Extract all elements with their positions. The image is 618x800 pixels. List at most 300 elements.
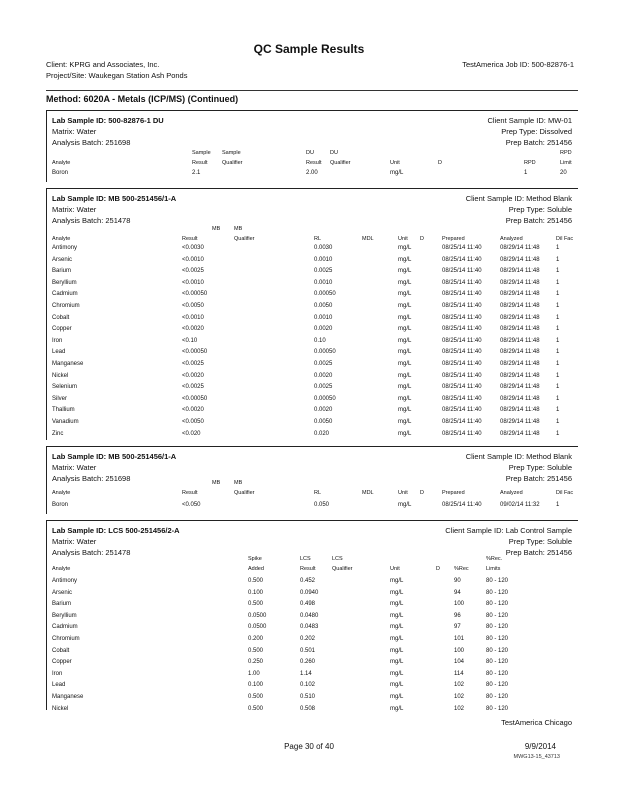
table-cell: <0.0025 xyxy=(182,268,204,275)
column-header: Unit xyxy=(390,160,400,166)
table-cell: 1 xyxy=(556,303,560,309)
table-cell: 102 xyxy=(454,682,465,689)
analyte-cell: Nickel xyxy=(52,705,69,712)
analyte-cell: Barium xyxy=(52,268,72,275)
table-cell: 0.10 xyxy=(314,337,326,344)
table-cell: 80 - 120 xyxy=(486,636,509,642)
section-border xyxy=(46,188,47,440)
table-cell: mg/L xyxy=(390,601,404,608)
analyte-cell: Copper xyxy=(52,659,72,666)
table-cell: mg/L xyxy=(398,303,412,309)
table-cell: 0.0500 xyxy=(248,612,267,619)
column-header-top: MB xyxy=(212,226,221,232)
table-cell: mg/L xyxy=(390,636,404,642)
analyte-cell: Antimony xyxy=(52,578,78,584)
analyte-cell: Thallium xyxy=(52,407,75,414)
table-cell: 80 - 120 xyxy=(486,612,509,619)
analyte-cell: Manganese xyxy=(52,694,84,700)
table-cell: 0.0010 xyxy=(314,256,333,263)
table-cell: 0.200 xyxy=(248,636,264,642)
column-header: Added xyxy=(248,566,264,572)
column-header-top: Spike xyxy=(248,556,262,562)
table-cell: 0.0020 xyxy=(314,326,333,333)
table-row xyxy=(52,373,574,384)
table-cell: mg/L xyxy=(398,361,412,367)
table-cell: 08/25/14 11:40 xyxy=(442,419,482,425)
table-cell: 08/29/14 11:48 xyxy=(500,314,540,321)
page-title: QC Sample Results xyxy=(253,42,365,56)
column-header-top: DU xyxy=(330,150,338,156)
table-row xyxy=(52,170,574,181)
column-header: Unit xyxy=(398,490,408,496)
table-row xyxy=(52,636,574,647)
table-cell: 0.0025 xyxy=(314,268,333,275)
table-cell: 08/25/14 11:40 xyxy=(442,326,482,333)
table-cell: 08/25/14 11:40 xyxy=(442,314,482,321)
table-row xyxy=(52,257,574,268)
table-cell: mg/L xyxy=(398,291,412,298)
table-cell: 1 xyxy=(556,279,560,286)
header-divider xyxy=(46,90,578,91)
table-cell: 1 xyxy=(524,170,528,176)
table-cell: 08/29/14 11:48 xyxy=(500,279,540,286)
lab-sample-id: Lab Sample ID: MB 500-251456/1-A xyxy=(52,452,177,461)
prep-type: Prep Type: Soluble xyxy=(508,537,572,546)
column-header: RPD xyxy=(524,160,536,166)
column-header: Analyte xyxy=(52,160,71,166)
column-header-top: LCS xyxy=(300,556,311,562)
table-cell: <0.0020 xyxy=(182,372,204,379)
section-border xyxy=(46,446,47,514)
table-cell: mg/L xyxy=(398,430,412,437)
table-cell: 102 xyxy=(454,705,465,712)
table-cell: mg/L xyxy=(398,502,412,508)
table-cell: <0.0020 xyxy=(182,407,204,414)
column-header-top: %Rec. xyxy=(486,556,503,562)
column-header-top: DU xyxy=(306,150,314,156)
analyte-cell: Chromium xyxy=(52,303,80,309)
method-title: Method: 6020A - Metals (ICP/MS) (Continued) xyxy=(46,94,239,104)
analyte-cell: Nickel xyxy=(52,372,69,379)
table-cell: 80 - 120 xyxy=(486,589,509,596)
table-cell: mg/L xyxy=(390,682,404,689)
table-cell: 1 xyxy=(556,502,560,508)
table-row xyxy=(52,315,574,326)
table-cell: mg/L xyxy=(398,326,412,333)
column-header: Result xyxy=(306,160,322,166)
table-cell: 1 xyxy=(556,384,560,391)
table-cell: mg/L xyxy=(390,170,404,176)
table-cell: 96 xyxy=(454,612,461,619)
table-cell: 0.500 xyxy=(248,647,264,654)
table-row xyxy=(52,502,574,513)
prep-type: Prep Type: Soluble xyxy=(508,463,572,472)
table-cell: 2.00 xyxy=(306,170,318,176)
table-cell: 1 xyxy=(556,291,560,298)
analyte-cell: Lead xyxy=(52,682,66,689)
column-header: %Rec xyxy=(454,566,469,572)
column-header: D xyxy=(420,236,424,242)
column-header-top: Sample xyxy=(222,150,241,156)
table-cell: mg/L xyxy=(390,589,404,596)
section-divider xyxy=(46,520,578,521)
table-cell: 1 xyxy=(556,268,560,275)
column-header-top: LCS xyxy=(332,556,343,562)
table-cell: 0.00050 xyxy=(314,349,336,356)
table-cell: 100 xyxy=(454,601,465,608)
column-header: Analyte xyxy=(52,566,71,572)
table-cell: 80 - 120 xyxy=(486,705,509,712)
prep-batch: Prep Batch: 251456 xyxy=(505,474,572,483)
analyte-cell: Beryllium xyxy=(52,612,77,619)
table-cell: 97 xyxy=(454,624,461,631)
table-cell: <0.0020 xyxy=(182,326,204,333)
table-cell: <0.0030 xyxy=(182,245,204,251)
lab-sample-id: Lab Sample ID: MB 500-251456/1-A xyxy=(52,194,177,203)
table-cell: 08/29/14 11:48 xyxy=(500,407,540,414)
analyte-cell: Cadmium xyxy=(52,291,78,298)
table-cell: 08/29/14 11:48 xyxy=(500,384,540,391)
column-header: Result xyxy=(182,490,198,496)
table-row xyxy=(52,407,574,418)
table-cell: 0.0050 xyxy=(314,419,333,425)
table-cell: mg/L xyxy=(390,624,404,631)
section-divider xyxy=(46,446,578,447)
table-cell: 08/25/14 11:40 xyxy=(442,372,482,379)
table-cell: 0.0940 xyxy=(300,589,319,596)
table-cell: 08/29/14 11:48 xyxy=(500,256,540,263)
column-header: Analyzed xyxy=(500,236,523,242)
table-cell: 114 xyxy=(454,670,464,677)
table-row xyxy=(52,419,574,430)
table-row xyxy=(52,349,574,360)
table-cell: 08/25/14 11:40 xyxy=(442,384,482,391)
table-cell: 104 xyxy=(454,659,465,666)
analysis-batch: Analysis Batch: 251698 xyxy=(52,474,131,483)
matrix: Matrix: Water xyxy=(52,463,97,472)
document-id: MWG13-15_43713 xyxy=(513,754,560,760)
table-cell: 09/02/14 11:32 xyxy=(500,502,540,508)
table-cell: <0.050 xyxy=(182,502,201,508)
table-cell: 08/29/14 11:48 xyxy=(500,372,540,379)
table-cell: 0.0480 xyxy=(300,612,319,619)
table-cell: 0.102 xyxy=(300,682,316,689)
table-cell: <0.0010 xyxy=(182,256,204,263)
table-row xyxy=(52,659,574,670)
analysis-batch: Analysis Batch: 251478 xyxy=(52,548,131,557)
column-header: Limit xyxy=(560,160,572,166)
table-cell: 0.498 xyxy=(300,601,316,608)
table-row xyxy=(52,601,574,612)
prep-batch: Prep Batch: 251456 xyxy=(505,138,572,147)
table-cell: <0.020 xyxy=(182,430,201,437)
table-cell: 1 xyxy=(556,337,560,344)
table-row xyxy=(52,280,574,291)
table-cell: 1.14 xyxy=(300,670,312,677)
table-cell: 80 - 120 xyxy=(486,682,509,689)
analyte-cell: Zinc xyxy=(52,430,64,437)
table-row xyxy=(52,303,574,314)
table-cell: 08/25/14 11:40 xyxy=(442,337,482,344)
table-cell: mg/L xyxy=(398,314,412,321)
table-cell: mg/L xyxy=(390,578,404,584)
column-header: Qualifier xyxy=(222,160,243,166)
table-cell: 08/29/14 11:48 xyxy=(500,245,540,251)
column-header: Unit xyxy=(390,566,400,572)
table-cell: 0.0020 xyxy=(314,407,333,414)
client-sample-id: Client Sample ID: Method Blank xyxy=(465,452,572,461)
table-cell: 0.0483 xyxy=(300,624,319,631)
table-cell: <0.0050 xyxy=(182,303,204,309)
table-cell: 0.020 xyxy=(314,430,330,437)
table-cell: mg/L xyxy=(390,670,404,677)
column-header: RL xyxy=(314,490,322,496)
table-cell: 0.0010 xyxy=(314,314,333,321)
table-cell: 2.1 xyxy=(192,170,201,176)
table-cell: 0.500 xyxy=(248,601,264,608)
column-header: Limits xyxy=(486,566,501,572)
table-row xyxy=(52,613,574,624)
analyte-cell: Selenium xyxy=(52,384,78,391)
table-cell: mg/L xyxy=(398,407,412,414)
table-row xyxy=(52,590,574,601)
table-cell: 08/29/14 11:48 xyxy=(500,395,540,402)
table-row xyxy=(52,268,574,279)
table-row xyxy=(52,384,574,395)
job-id: TestAmerica Job ID: 500-82876-1 xyxy=(462,60,574,69)
analyte-cell: Copper xyxy=(52,326,72,333)
table-row xyxy=(52,361,574,372)
column-header: Result xyxy=(300,566,316,572)
company-name: TestAmerica Chicago xyxy=(501,718,572,727)
table-cell: mg/L xyxy=(398,384,412,391)
table-cell: mg/L xyxy=(398,395,412,402)
table-cell: 80 - 120 xyxy=(486,659,509,666)
lab-sample-id: Lab Sample ID: LCS 500-251456/2-A xyxy=(52,526,180,535)
table-cell: 08/29/14 11:48 xyxy=(500,303,540,309)
table-cell: 80 - 120 xyxy=(486,670,509,677)
table-cell: 0.0025 xyxy=(314,384,333,391)
matrix: Matrix: Water xyxy=(52,127,97,136)
report-date: 9/9/2014 xyxy=(524,742,556,751)
table-cell: 08/25/14 11:40 xyxy=(442,361,482,367)
analyte-cell: Vanadium xyxy=(52,419,79,425)
prep-batch: Prep Batch: 251456 xyxy=(505,216,572,225)
analyte-cell: Antimony xyxy=(52,245,78,251)
column-header: Dil Fac xyxy=(556,236,574,242)
matrix: Matrix: Water xyxy=(52,205,97,214)
table-cell: 0.100 xyxy=(248,682,264,689)
table-cell: 0.0010 xyxy=(314,279,333,286)
column-header: Prepared xyxy=(442,490,465,496)
analyte-cell: Barium xyxy=(52,601,72,608)
table-cell: 1 xyxy=(556,256,560,263)
table-cell: mg/L xyxy=(390,705,404,712)
table-cell: 90 xyxy=(454,578,461,584)
table-cell: <0.0010 xyxy=(182,314,204,321)
client-sample-id: Client Sample ID: Lab Control Sample xyxy=(445,526,572,535)
table-cell: 80 - 120 xyxy=(486,647,509,654)
table-cell: 08/29/14 11:48 xyxy=(500,419,540,425)
table-row xyxy=(52,694,574,705)
column-header: Qualifier xyxy=(234,490,255,496)
table-row xyxy=(52,648,574,659)
matrix: Matrix: Water xyxy=(52,537,97,546)
table-cell: mg/L xyxy=(390,647,404,654)
table-cell: 1.00 xyxy=(248,670,260,677)
column-header: Prepared xyxy=(442,236,465,242)
table-cell: 08/29/14 11:48 xyxy=(500,291,540,298)
table-cell: 08/29/14 11:48 xyxy=(500,430,540,437)
analyte-cell: Beryllium xyxy=(52,279,77,286)
table-cell: 80 - 120 xyxy=(486,624,509,631)
table-cell: 1 xyxy=(556,419,560,425)
analyte-cell: Iron xyxy=(52,670,63,677)
table-cell: 0.500 xyxy=(248,705,264,712)
column-header-top: Sample xyxy=(192,150,211,156)
table-cell: 0.0050 xyxy=(314,303,333,309)
table-cell: <0.0010 xyxy=(182,279,204,286)
column-header: RL xyxy=(314,236,322,242)
table-cell: 0.100 xyxy=(248,589,264,596)
column-header: D xyxy=(438,160,442,166)
table-cell: mg/L xyxy=(390,659,404,666)
table-cell: 08/29/14 11:48 xyxy=(500,268,540,275)
table-cell: 08/29/14 11:48 xyxy=(500,326,540,333)
analyte-cell: Lead xyxy=(52,349,66,356)
prep-type: Prep Type: Soluble xyxy=(508,205,572,214)
table-row xyxy=(52,245,574,256)
column-header-top: MB xyxy=(234,480,243,486)
table-cell: 0.00050 xyxy=(314,291,336,298)
table-row xyxy=(52,326,574,337)
table-row xyxy=(52,291,574,302)
analysis-batch: Analysis Batch: 251478 xyxy=(52,216,131,225)
table-cell: mg/L xyxy=(398,372,412,379)
table-cell: 1 xyxy=(556,361,560,367)
analysis-batch: Analysis Batch: 251698 xyxy=(52,138,131,147)
table-cell: <0.0025 xyxy=(182,384,204,391)
table-cell: 08/29/14 11:48 xyxy=(500,349,540,356)
table-cell: 0.500 xyxy=(248,578,264,584)
table-cell: 1 xyxy=(556,430,560,437)
table-cell: 08/29/14 11:48 xyxy=(500,361,540,367)
prep-batch: Prep Batch: 251456 xyxy=(505,548,572,557)
column-header: D xyxy=(420,490,424,496)
table-row xyxy=(52,338,574,349)
column-header: Result xyxy=(192,160,208,166)
analyte-cell: Arsenic xyxy=(52,256,73,263)
table-cell: 08/25/14 11:40 xyxy=(442,303,482,309)
column-header: Qualifier xyxy=(332,566,353,572)
table-cell: 0.0020 xyxy=(314,372,333,379)
table-cell: 1 xyxy=(556,349,560,356)
column-header: Unit xyxy=(398,236,408,242)
table-cell: 08/29/14 11:48 xyxy=(500,337,540,344)
table-cell: 08/25/14 11:40 xyxy=(442,502,482,508)
column-header-top: MB xyxy=(234,226,243,232)
table-cell: 1 xyxy=(556,314,560,321)
column-header: Analyte xyxy=(52,236,71,242)
table-cell: <0.0025 xyxy=(182,361,204,367)
table-cell: mg/L xyxy=(398,256,412,263)
table-cell: 1 xyxy=(556,245,560,251)
table-cell: 80 - 120 xyxy=(486,694,509,700)
table-cell: <0.0050 xyxy=(182,419,204,425)
analyte-cell: Boron xyxy=(52,502,69,508)
table-cell: 102 xyxy=(454,694,465,700)
analyte-cell: Cobalt xyxy=(52,647,70,654)
section-border xyxy=(46,110,47,182)
table-cell: 1 xyxy=(556,372,560,379)
client-sample-id: Client Sample ID: MW-01 xyxy=(487,116,572,125)
column-header-top: RPD xyxy=(560,150,572,156)
table-row xyxy=(52,671,574,682)
column-header-top: MB xyxy=(212,480,221,486)
analyte-cell: Silver xyxy=(52,395,68,402)
lab-sample-id: Lab Sample ID: 500-82876-1 DU xyxy=(52,116,164,125)
table-cell: mg/L xyxy=(398,279,412,286)
table-cell: <0.10 xyxy=(182,337,198,344)
table-cell: 08/25/14 11:40 xyxy=(442,430,482,437)
prep-type: Prep Type: Dissolved xyxy=(501,127,572,136)
table-cell: 1 xyxy=(556,407,560,414)
table-cell: 0.0500 xyxy=(248,624,267,631)
table-cell: <0.00050 xyxy=(182,291,208,298)
table-cell: 08/25/14 11:40 xyxy=(442,349,482,356)
table-cell: 1 xyxy=(556,326,560,333)
table-cell: mg/L xyxy=(390,612,404,619)
table-cell: 0.501 xyxy=(300,647,316,654)
column-header: Qualifier xyxy=(330,160,351,166)
table-cell: 08/25/14 11:40 xyxy=(442,245,482,251)
project-site: Project/Site: Waukegan Station Ash Ponds xyxy=(46,71,188,80)
table-cell: 1 xyxy=(556,395,560,402)
table-cell: mg/L xyxy=(398,419,412,425)
analyte-cell: Iron xyxy=(52,337,63,344)
analyte-cell: Boron xyxy=(52,170,69,176)
table-row xyxy=(52,682,574,693)
table-cell: 08/25/14 11:40 xyxy=(442,291,482,298)
table-cell: 08/25/14 11:40 xyxy=(442,407,482,414)
table-cell: <0.00050 xyxy=(182,395,208,402)
table-cell: 80 - 120 xyxy=(486,578,509,584)
table-row xyxy=(52,578,574,589)
column-header: Analyzed xyxy=(500,490,523,496)
table-cell: 0.510 xyxy=(300,694,316,700)
table-cell: mg/L xyxy=(398,337,412,344)
client-name: Client: KPRG and Associates, Inc. xyxy=(46,60,160,69)
table-cell: 0.202 xyxy=(300,636,316,642)
table-cell: 08/25/14 11:40 xyxy=(442,279,482,286)
table-cell: mg/L xyxy=(398,268,412,275)
table-cell: 0.452 xyxy=(300,578,316,584)
column-header: MDL xyxy=(362,236,374,242)
table-cell: 08/25/14 11:40 xyxy=(442,268,482,275)
column-header: Analyte xyxy=(52,490,71,496)
analyte-cell: Cadmium xyxy=(52,624,78,631)
table-cell: mg/L xyxy=(398,349,412,356)
table-cell: 0.0030 xyxy=(314,245,333,251)
table-cell: 80 - 120 xyxy=(486,601,509,608)
column-header: Qualifier xyxy=(234,236,255,242)
table-row xyxy=(52,624,574,635)
table-cell: mg/L xyxy=(390,694,404,700)
table-cell: 20 xyxy=(560,170,567,176)
table-cell: 08/25/14 11:40 xyxy=(442,256,482,263)
table-row xyxy=(52,431,574,442)
section-divider xyxy=(46,188,578,189)
